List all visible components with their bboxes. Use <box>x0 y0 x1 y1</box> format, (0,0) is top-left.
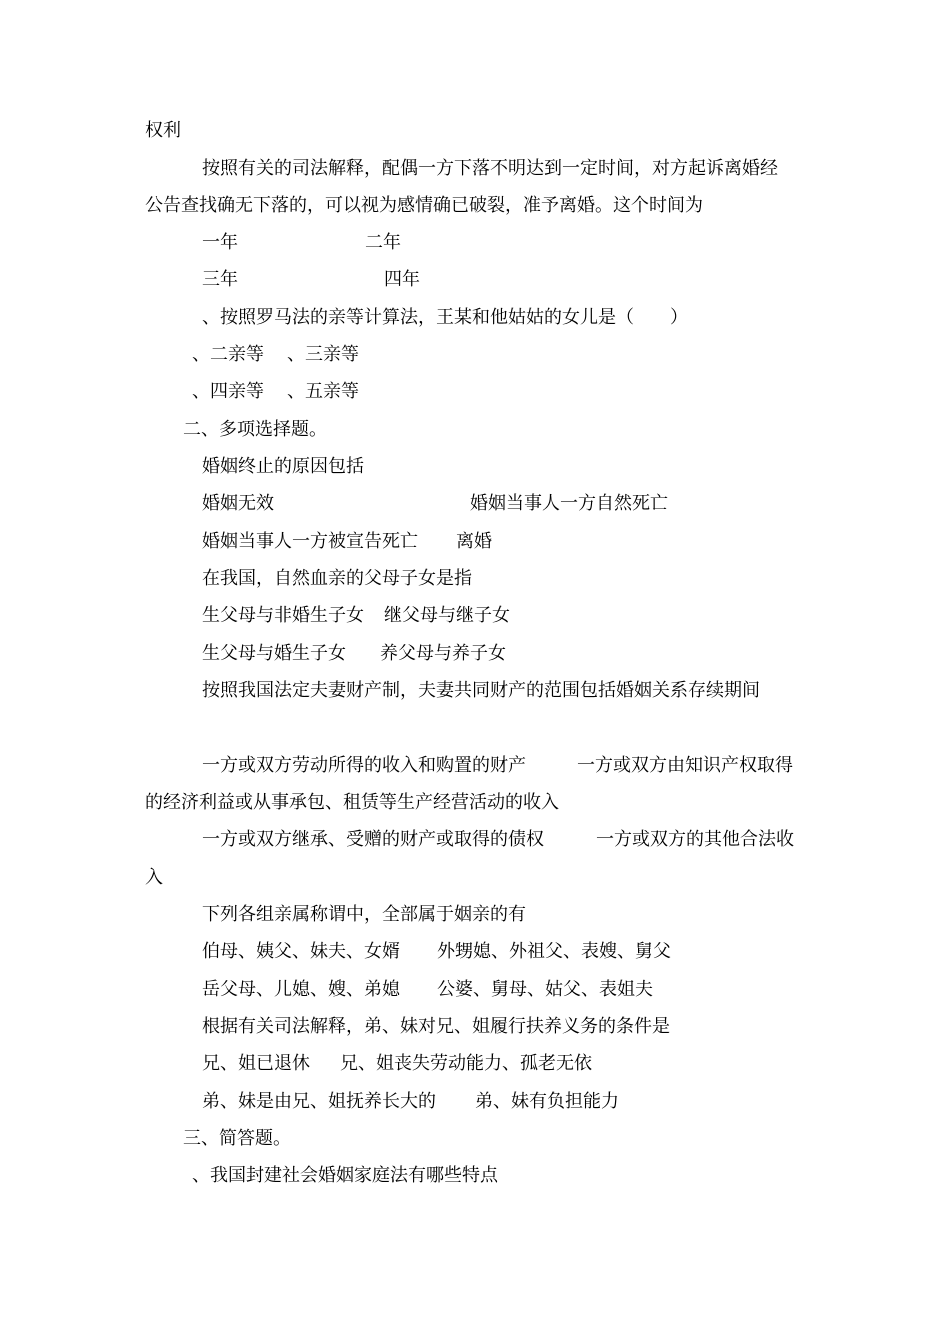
section-heading: 三、简答题。 <box>183 1128 291 1149</box>
question-line: 、按照罗马法的亲等计算法，王某和他姑姑的女儿是（ ） <box>202 307 688 328</box>
text-line: 公告查找确无下落的，可以视为感情确已破裂，准予离婚。这个时间为 <box>145 195 703 216</box>
option-line: 继父母与继子女 <box>384 605 510 626</box>
option-line: 弟、妹是由兄、姐抚养长大的 <box>202 1091 436 1112</box>
option-line: 离婚 <box>456 531 492 552</box>
option-line: 一方或双方继承、受赠的财产或取得的债权 <box>202 829 544 850</box>
option-line: 婚姻当事人一方自然死亡 <box>470 493 668 514</box>
option-line: 兄、姐丧失劳动能力、孤老无依 <box>340 1053 592 1074</box>
question-line: 、我国封建社会婚姻家庭法有哪些特点 <box>192 1165 498 1186</box>
option-line: 养父母与养子女 <box>380 643 506 664</box>
option-line: 公婆、舅母、姑父、表姐夫 <box>437 979 653 1000</box>
option-line: 婚姻无效 <box>202 493 274 514</box>
option-line: 一方或双方的其他合法收 <box>596 829 794 850</box>
option-line: 、二亲等 <box>192 344 264 365</box>
option-line: 、四亲等 <box>192 381 264 402</box>
option-line: 、五亲等 <box>287 381 359 402</box>
text-line: 按照有关的司法解释，配偶一方下落不明达到一定时间，对方起诉离婚经 <box>202 158 778 179</box>
option-line: 弟、妹有负担能力 <box>475 1091 619 1112</box>
option-line: 岳父母、儿媳、嫂、弟媳 <box>202 979 400 1000</box>
option-line: 生父母与非婚生子女 <box>202 605 364 626</box>
text-line: 入 <box>145 867 163 888</box>
option-line: 一方或双方劳动所得的收入和购置的财产 <box>202 755 526 776</box>
option-line: 四年 <box>384 269 420 290</box>
option-line: 伯母、姨父、妹夫、女婿 <box>202 941 400 962</box>
option-line: 兄、姐已退休 <box>202 1053 310 1074</box>
option-line: 外甥媳、外祖父、表嫂、舅父 <box>437 941 671 962</box>
section-heading: 二、多项选择题。 <box>183 419 327 440</box>
option-line: 婚姻当事人一方被宣告死亡 <box>202 531 418 552</box>
question-line: 婚姻终止的原因包括 <box>202 456 364 477</box>
option-line: 三年 <box>202 269 238 290</box>
option-line: 二年 <box>365 232 401 253</box>
question-line: 按照我国法定夫妻财产制，夫妻共同财产的范围包括婚姻关系存续期间 <box>202 680 760 701</box>
option-line: 一年 <box>202 232 238 253</box>
option-line: 、三亲等 <box>287 344 359 365</box>
option-line: 生父母与婚生子女 <box>202 643 346 664</box>
text-line: 权利 <box>145 120 181 141</box>
question-line: 下列各组亲属称谓中，全部属于姻亲的有 <box>202 904 526 925</box>
question-line: 根据有关司法解释，弟、妹对兄、姐履行扶养义务的条件是 <box>202 1016 670 1037</box>
option-line: 一方或双方由知识产权取得 <box>577 755 793 776</box>
question-line: 在我国，自然血亲的父母子女是指 <box>202 568 472 589</box>
text-line: 的经济利益或从事承包、租赁等生产经营活动的收入 <box>145 792 559 813</box>
